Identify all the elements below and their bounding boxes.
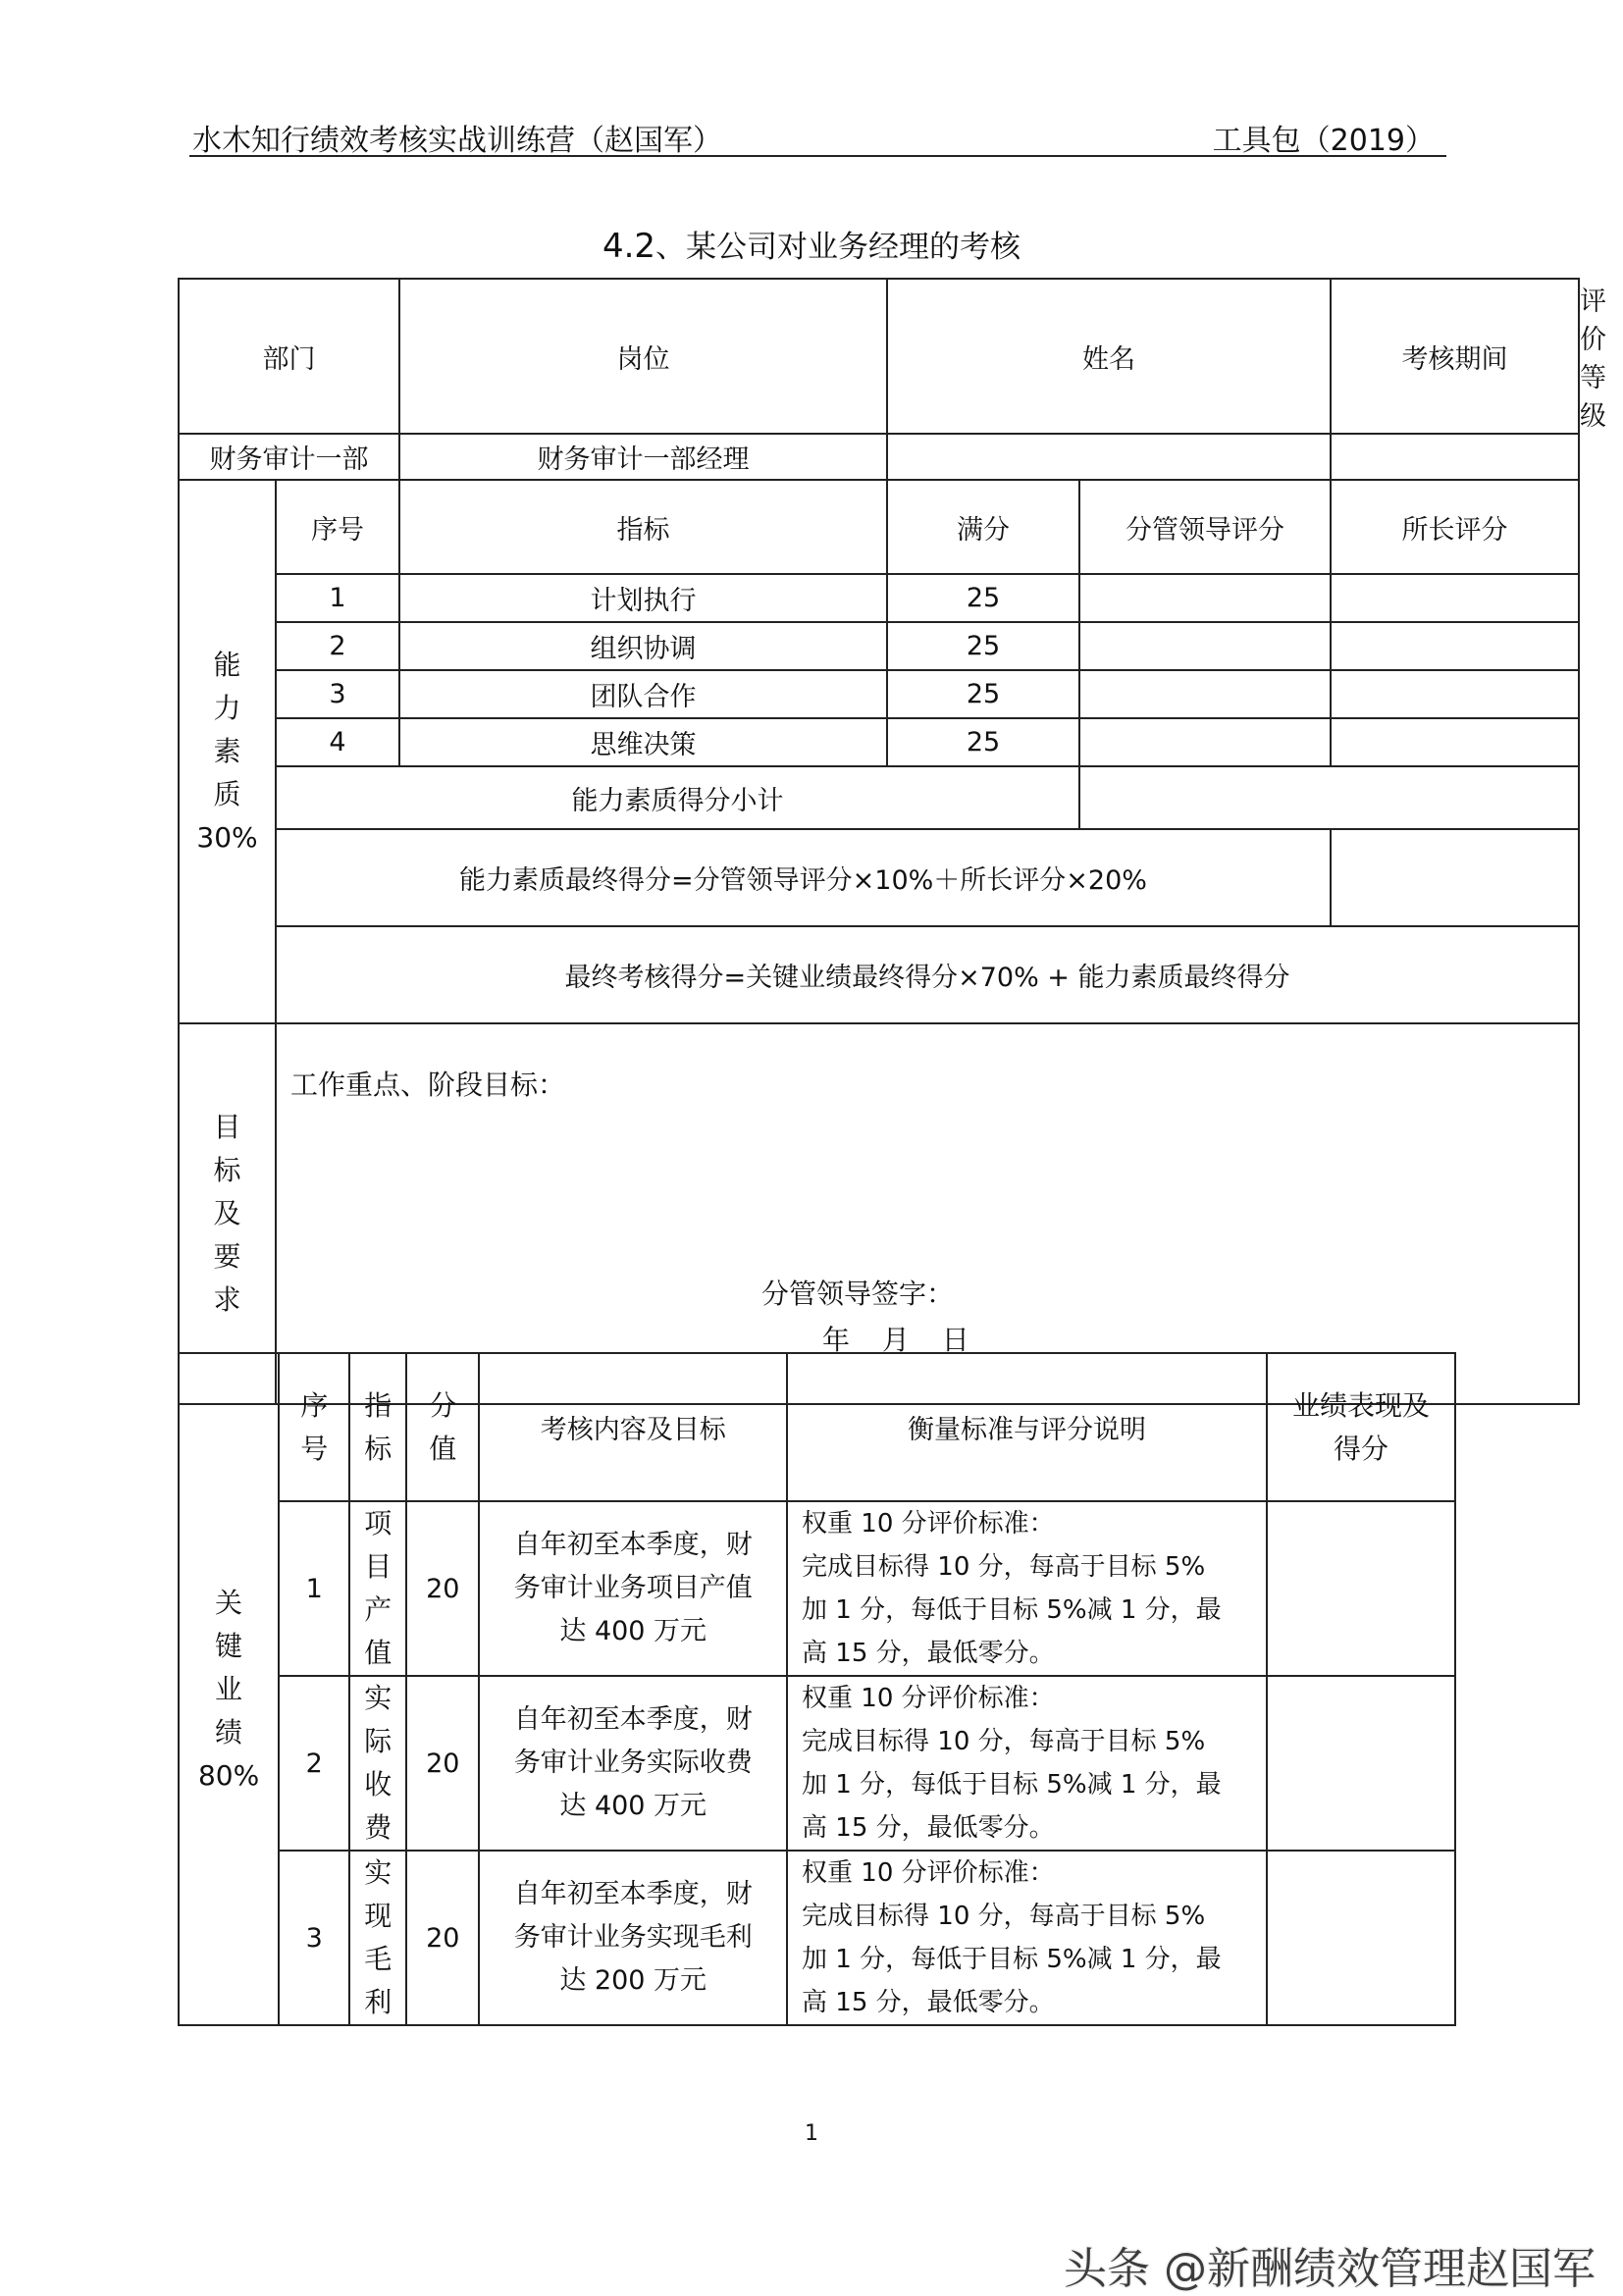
kpi-section-label: 关 键 业 绩 80% <box>179 1353 279 2025</box>
director-score-cell[interactable] <box>1331 574 1579 622</box>
ability-subtotal-label: 能力素质得分小计 <box>276 766 1079 829</box>
goals-focus-label: 工作重点、阶段目标： <box>290 1069 566 1101</box>
kpi-result-cell[interactable] <box>1267 1501 1455 1676</box>
ability-section-label: 能 力 素 质 30% <box>179 480 276 1023</box>
header-period: 考核期间 <box>1331 279 1579 434</box>
col-indicator: 指标 <box>399 480 887 574</box>
value-dept[interactable]: 财务审计一部 <box>179 434 399 480</box>
table-row: 2 实 际 收 费 20 自年初至本季度，财 务审计业务实际收费 达 400 万元 权重 10 分评价标准： 完成目标得 10 分，每高于目标 5% 加 1 分，每低于目标 5%减 1 分，最 高 15 分，最低零分。 <box>179 1676 1455 1851</box>
final-score-formula: 最终考核得分=关键业绩最终得分×70% + 能力素质最终得分 <box>276 926 1579 1023</box>
goals-cell[interactable] <box>276 1023 1579 1404</box>
value-position[interactable]: 财务审计一部经理 <box>399 434 887 480</box>
kpi-col-result: 业绩表现及 得分 <box>1267 1353 1455 1501</box>
ability-final-formula: 能力素质最终得分=分管领导评分×10%＋所长评分×20% <box>276 829 1331 926</box>
leader-score-cell[interactable] <box>1079 718 1331 766</box>
header-position: 岗位 <box>399 279 887 434</box>
title-text: 、某公司对业务经理的考核 <box>655 230 1021 265</box>
col-full-score: 满分 <box>887 480 1079 574</box>
header-left-title: 水木知行绩效考核实战训练营（赵国军） <box>192 124 722 158</box>
ability-subtotal-value[interactable] <box>1079 766 1579 829</box>
ability-assessment-table: 部门 岗位 姓名 考核期间 评价等级 财务审计一部 财务审计一部经理 能 力 素 质 30% 序号 指标 满分 分管领导评分 所长评分 1 计划执行 25 2 组织协调 25 3 团队合作 25 4 思维决策 25 能力素质得分小计 能力素质最终得分=分管领导评分×10%＋所长评分×20% 最终考核得分=关键业绩最终得分×70% + 能力素质最终得分 目 标 及 要 求 工作重点、阶段目标： 分管领导签字： 年 月 日 <box>178 278 1580 1405</box>
leader-score-cell[interactable] <box>1079 670 1331 718</box>
table-row: 1 项 目 产 值 20 自年初至本季度，财 务审计业务项目产值 达 400 万元 权重 10 分评价标准： 完成目标得 10 分，每高于目标 5% 加 1 分，每低于目标 5%减 1 分，最 高 15 分，最低零分。 <box>179 1501 1455 1676</box>
page-number: 1 <box>805 2121 818 2146</box>
header-name: 姓名 <box>887 279 1331 434</box>
director-score-cell[interactable] <box>1331 718 1579 766</box>
kpi-col-content: 考核内容及目标 <box>479 1353 787 1501</box>
kpi-col-standard: 衡量标准与评分说明 <box>787 1353 1267 1501</box>
kpi-col-score: 分 值 <box>406 1353 479 1501</box>
signature-label: 分管领导签字： <box>761 1278 955 1310</box>
kpi-col-indicator: 指 标 <box>349 1353 406 1501</box>
leader-score-cell[interactable] <box>1079 622 1331 670</box>
table-row: 1 计划执行 25 <box>179 574 1579 622</box>
director-score-cell[interactable] <box>1331 670 1579 718</box>
table-row: 3 团队合作 25 <box>179 670 1579 718</box>
col-director-score: 所长评分 <box>1331 480 1579 574</box>
ability-final-value[interactable] <box>1331 829 1579 926</box>
key-performance-table <box>178 1352 1456 2026</box>
table-row: 4 思维决策 25 <box>179 718 1579 766</box>
col-no: 序号 <box>276 480 399 574</box>
title-number: 4.2 <box>602 227 656 266</box>
header-divider <box>189 155 1446 157</box>
kpi-result-cell[interactable] <box>1267 1851 1455 2025</box>
page-title <box>0 222 1623 266</box>
value-name[interactable] <box>887 434 1331 480</box>
kpi-col-no: 序 号 <box>279 1353 349 1501</box>
header-right-title: 工具包（2019） <box>1212 124 1435 158</box>
header-dept: 部门 <box>179 279 399 434</box>
col-leader-score: 分管领导评分 <box>1079 480 1331 574</box>
leader-score-cell[interactable] <box>1079 574 1331 622</box>
table-row: 3 实 现 毛 利 20 自年初至本季度，财 务审计业务实现毛利 达 200 万元 权重 10 分评价标准： 完成目标得 10 分，每高于目标 5% 加 1 分，每低于目标 5%减 1 分，最 高 15 分，最低零分。 <box>179 1851 1455 2025</box>
table-row: 2 组织协调 25 <box>179 622 1579 670</box>
goals-section-label: 目 标 及 要 求 <box>179 1023 276 1404</box>
signature-date: 年 月 日 <box>822 1324 971 1356</box>
kpi-result-cell[interactable] <box>1267 1676 1455 1851</box>
watermark: 头条 @新酬绩效管理赵国军 <box>1064 2244 1596 2294</box>
director-score-cell[interactable] <box>1331 622 1579 670</box>
value-period[interactable] <box>1331 434 1579 480</box>
